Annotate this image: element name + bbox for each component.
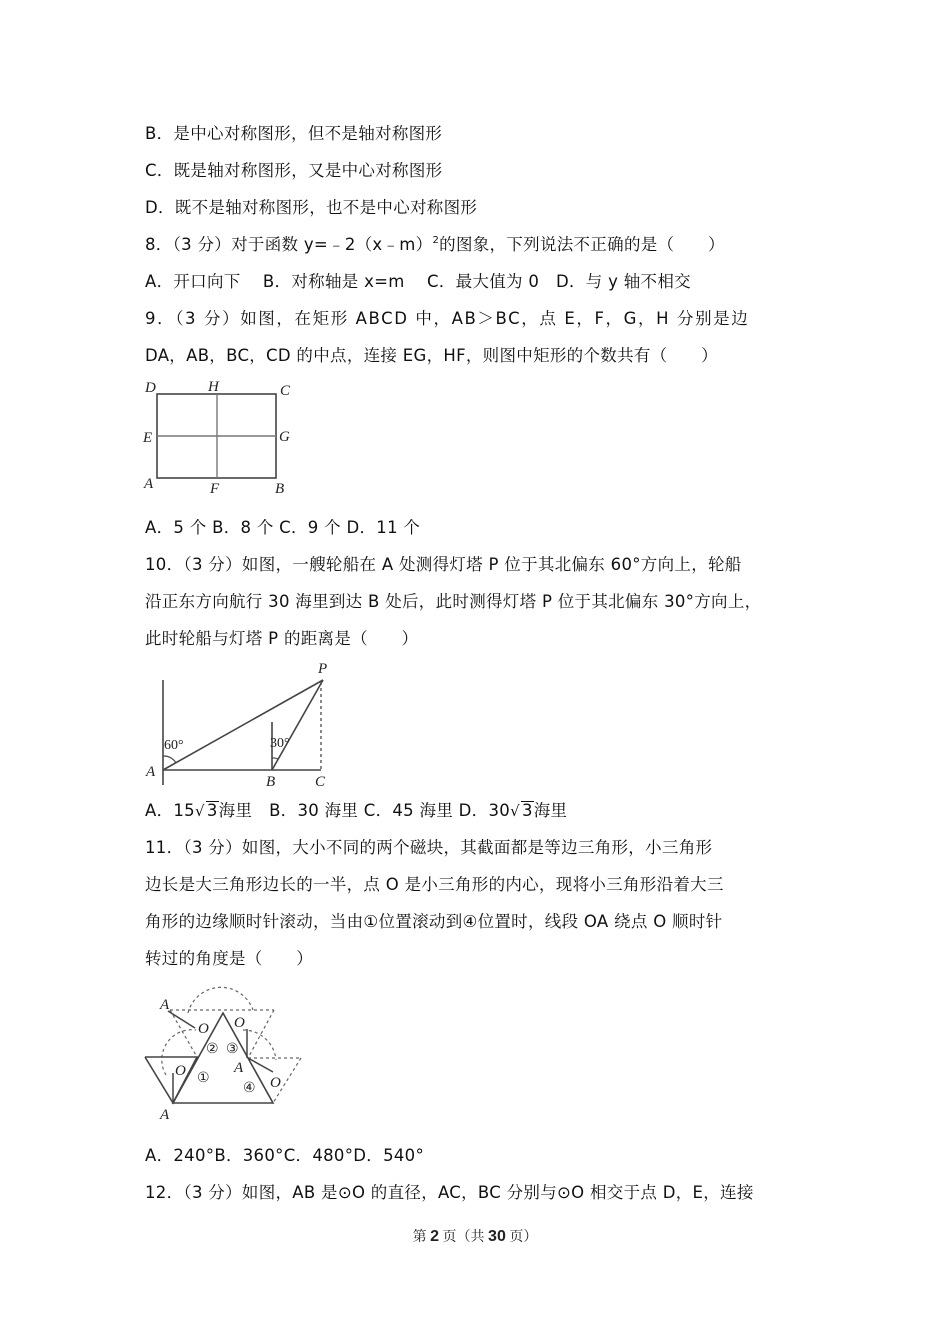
position-label-2: ②	[206, 1041, 219, 1057]
q10-options	[145, 800, 567, 822]
current-page-number: 2	[430, 1228, 440, 1245]
label-a-top: A	[160, 997, 170, 1013]
q9-stem-line-2: DA，AB，BC，CD 的中点，连接 EG，HF，则图中矩形的个数共有（ ）	[145, 346, 718, 365]
label-a: A	[144, 476, 154, 492]
segment-ap	[163, 680, 323, 770]
angle-label-60: 60°	[164, 738, 184, 753]
q7-option-b: B．是中心对称图形，但不是轴对称图形	[145, 124, 443, 143]
q11-options: A．240°B．360°C．480°D．540°	[145, 1146, 425, 1165]
label-o-1: O	[175, 1063, 186, 1079]
footer-middle: 页（共	[439, 1230, 489, 1245]
footer-suffix: 页）	[505, 1230, 538, 1245]
q10-lighthouse-figure	[140, 655, 340, 790]
q10-stem-line-2: 沿正东方向航行 30 海里到达 B 处后，此时测得灯塔 P 位于其北偏东 30°方向上，	[145, 592, 762, 611]
position-label-4: ④	[243, 1080, 256, 1096]
label-p: P	[318, 661, 328, 677]
label-d: D	[145, 380, 156, 396]
angle-arc-b	[272, 758, 278, 759]
sqrt-radicand-d: 3	[521, 801, 533, 820]
dashed-left-edge	[170, 1010, 197, 1057]
label-b: B	[266, 774, 276, 790]
label-c: C	[280, 383, 291, 399]
q10-option-a-unit: 海里	[218, 801, 270, 820]
sqrt-radicand-a: 3	[206, 801, 218, 820]
angle-arc-a	[163, 756, 176, 763]
q9-options: A．5 个 B．8 个 C．9 个 D．11 个	[145, 518, 421, 537]
q7-option-d: D．既不是轴对称图形，也不是中心对称图形	[145, 198, 478, 217]
label-o-2: O	[198, 1021, 209, 1037]
label-e: E	[143, 430, 153, 446]
label-g: G	[279, 429, 290, 445]
label-a-bottom: A	[160, 1107, 170, 1120]
rolling-arc-3	[243, 1030, 276, 1060]
q11-stem-line-3: 角形的边缘顺时针滚动，当由①位置滚动到④位置时，线段 OA 绕点 O 顺时针	[145, 912, 723, 931]
q7-option-c: C．既是轴对称图形，又是中心对称图形	[145, 161, 443, 180]
q12-stem-line-1: 12．（3 分）如图，AB 是⊙O 的直径，AC，BC 分别与⊙O 相交于点 D，E，连接	[145, 1183, 754, 1202]
q8-options: A．开口向下 B．对称轴是 x=m C．最大值为 0 D．与 y 轴不相交	[145, 272, 691, 291]
position-label-3: ③	[226, 1041, 239, 1057]
q8-stem	[145, 234, 725, 256]
label-o-4: O	[270, 1075, 281, 1091]
dashed-right-edge	[248, 1010, 274, 1058]
segment-oa-2	[168, 1011, 195, 1028]
large-triangle	[173, 1013, 273, 1103]
label-o-3: O	[234, 1015, 245, 1031]
sqrt-symbol-a: √ 3	[194, 801, 218, 820]
footer-prefix: 第	[412, 1230, 431, 1245]
q11-stem-line-4: 转过的角度是（ ）	[145, 949, 313, 968]
q8-stem-part-a: 8．（3 分）对于函数 y=﹣2（x﹣m）	[145, 235, 433, 254]
q10-options-bc: B．30 海里 C．45 海里 D．30	[269, 801, 511, 820]
angle-label-30: 30°	[270, 736, 290, 751]
position-label-1: ①	[197, 1070, 210, 1086]
q11-stem-line-1: 11．（3 分）如图，大小不同的两个磁块，其截面都是等边三角形，小三角形	[145, 838, 713, 857]
label-a-right: A	[234, 1060, 244, 1076]
total-page-number: 30	[488, 1228, 506, 1245]
small-triangle-position-1	[145, 1057, 197, 1103]
q10-stem-line-3: 此时轮船与灯塔 P 的距离是（ ）	[145, 629, 419, 648]
label-c: C	[315, 774, 326, 790]
q10-option-d-unit: 海里	[533, 801, 568, 820]
label-a: A	[146, 764, 156, 780]
q11-stem-line-2: 边长是大三角形边长的一半，点 O 是小三角形的内心，现将小三角形沿着大三	[145, 875, 724, 894]
q9-rectangle-figure	[140, 375, 310, 500]
q10-option-a-prefix: A．15	[145, 801, 195, 820]
q8-exponent: 2	[432, 235, 440, 246]
q9-stem-line-1: 9．（3 分）如图，在矩形 ABCD 中，AB＞BC，点 E，F，G，H 分别是边	[145, 309, 750, 328]
q11-triangle-figure	[140, 985, 310, 1120]
label-f: F	[210, 481, 220, 497]
rolling-arc-2	[188, 987, 253, 1013]
sqrt-symbol-d: √ 3	[510, 801, 533, 820]
q8-stem-part-b: 的图象，下列说法不正确的是（ ）	[439, 235, 725, 254]
label-h: H	[208, 379, 219, 395]
q10-stem-line-1: 10．（3 分）如图，一艘轮船在 A 处测得灯塔 P 位于其北偏东 60°方向上，轮船	[145, 555, 742, 574]
label-b: B	[275, 481, 285, 497]
page-footer	[0, 1226, 950, 1246]
